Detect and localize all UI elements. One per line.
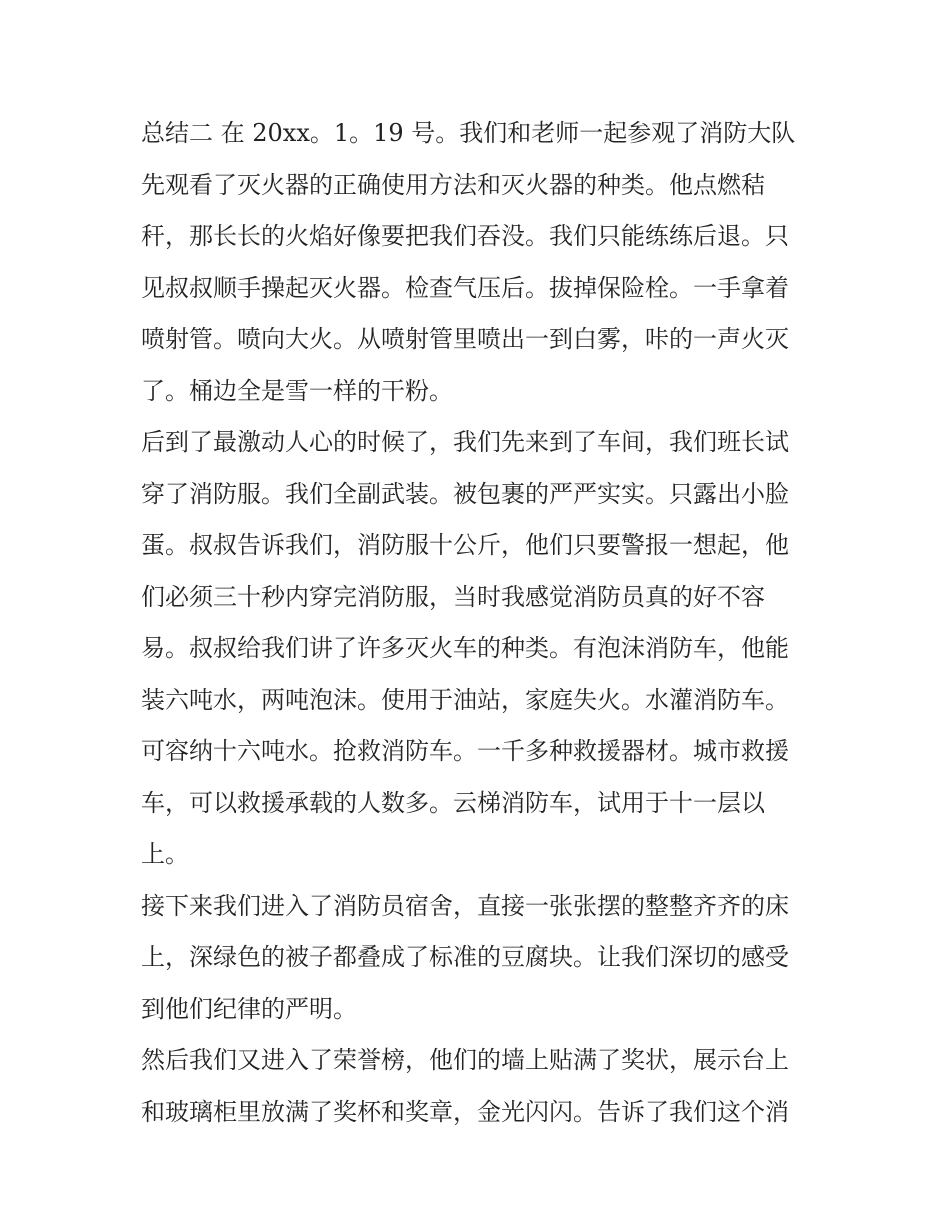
text-line: 总结二 在 20xx。1。19 号。我们和老师一起参观了消防大队 xyxy=(141,119,796,147)
text-line: 车，可以救援承载的人数多。云梯消防车，试用于十一层以 xyxy=(141,788,765,817)
text-line: 喷射管。喷向大火。从喷射管里喷出一到白雾，咔的一声火灭 xyxy=(141,325,789,353)
text-line: 接下来我们进入了消防员宿舍，直接一张张摆的整整齐齐的床 xyxy=(141,891,789,920)
text-line: 和玻璃柜里放满了奖杯和奖章，金光闪闪。告诉了我们这个消 xyxy=(141,1097,789,1126)
text-line: 到他们纪律的严明。 xyxy=(141,994,357,1023)
text-line: 秆，那长长的火焰好像要把我们吞没。我们只能练练后退。只 xyxy=(141,222,789,250)
text-line: 先观看了灭火器的正确使用方法和灭火器的种类。他点燃秸 xyxy=(141,170,765,199)
text-line: 后到了最激动人心的时候了，我们先来到了车间，我们班长试 xyxy=(141,428,789,456)
text-line: 见叔叔顺手操起灭火器。检查气压后。拔掉保险栓。一手拿着 xyxy=(141,273,789,302)
text-line: 上。 xyxy=(141,840,189,868)
text-line: 蛋。叔叔告诉我们，消防服十公斤，他们只要警报一想起，他 xyxy=(141,531,789,559)
text-line: 上，深绿色的被子都叠成了标准的豆腐块。让我们深切的感受 xyxy=(141,943,789,971)
text-line: 了。桶边全是雪一样的干粉。 xyxy=(141,376,453,405)
text-line: 穿了消防服。我们全副武装。被包裹的严严实实。只露出小脸 xyxy=(141,479,789,508)
document-body xyxy=(141,108,821,1138)
text-line: 易。叔叔给我们讲了许多灭火车的种类。有泡沫消防车，他能 xyxy=(141,634,789,662)
text-line: 们必须三十秒内穿完消防服，当时我感觉消防员真的好不容 xyxy=(141,582,765,611)
text-line: 然后我们又进入了荣誉榜，他们的墙上贴满了奖状，展示台上 xyxy=(141,1046,789,1074)
text-line: 装六吨水，两吨泡沫。使用于油站，家庭失火。水灌消防车。 xyxy=(141,685,789,714)
text-line: 可容纳十六吨水。抢救消防车。一千多种救援器材。城市救援 xyxy=(141,737,789,765)
